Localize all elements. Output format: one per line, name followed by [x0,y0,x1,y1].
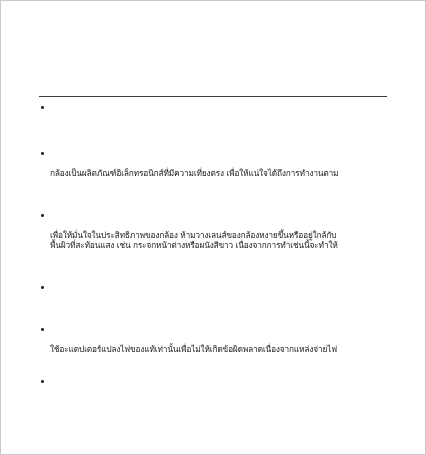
bullet-dot-icon [41,286,44,289]
bullet-item [39,148,399,188]
bullet-dot-icon [41,106,44,109]
bullet-dot-icon [41,214,44,217]
bullet-dot-icon [41,380,44,383]
bullet-item [39,324,399,364]
bullet-dot-icon [41,152,44,155]
bullet-item [39,210,399,260]
bullet-item [39,376,399,406]
bullet-text: ใช้อะแดปเตอร์แปลงไฟของแท้เท่านั้นเพื่อไม่ให้เกิดข้อผิดพลาดเนื่องจากแหล่งจ่ายไฟ [50,344,337,354]
bullet-text: เพื่อให้มั่นใจในประสิทธิภาพของกล้อง ห้ามวางเลนส์ของกล้องหงายขึ้นหรืออยู่ใกล้กับ พื้นผิวที่สะท้อนแสง เช่น กระจกหน้าต่างหรือผนังสีขาว เนื่องจากการทำเช่นนี้จะทำให้ [50,230,338,250]
horizontal-rule [39,96,387,97]
bullet-dot-icon [41,328,44,331]
bullet-list [39,102,399,406]
bullet-item [39,282,399,312]
bullet-item [39,102,399,132]
bullet-text: กล้องเป็นผลิตภัณฑ์อิเล็กทรอนิกส์ที่มีความเที่ยงตรง เพื่อให้แน่ใจได้ถึงการทำงานตาม [50,168,339,178]
